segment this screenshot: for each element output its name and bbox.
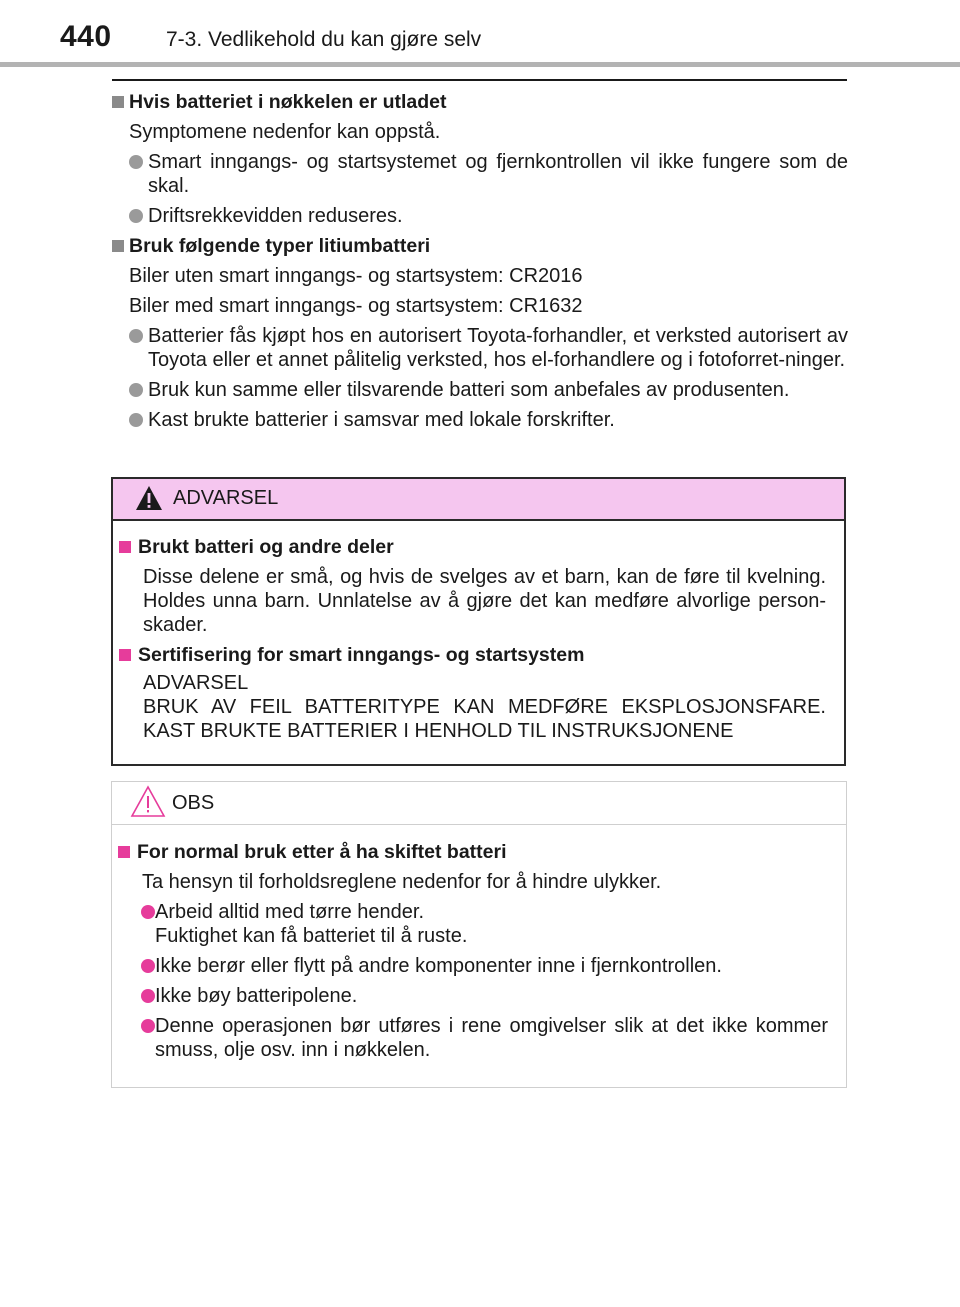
page-number: 440 (60, 20, 112, 53)
notice-heading: For normal bruk etter å ha skiftet batteri (118, 840, 828, 864)
warning-heading: Sertifisering for smart inngangs- og startsystem (119, 643, 826, 667)
main-content (112, 90, 848, 432)
square-bullet-icon (119, 541, 131, 553)
round-bullet-icon (141, 989, 155, 1003)
warning-body (113, 535, 844, 743)
square-bullet-icon (118, 846, 130, 858)
paragraph: Symptomene nedenfor kan oppstå. (129, 121, 441, 143)
certification-line: BRUK AV FEIL BATTERITYPE KAN MEDFØRE EKSPLOSJONSFARE. (143, 696, 826, 718)
section-divider (112, 79, 847, 81)
list-item: Arbeid alltid med tørre hender. Fuktighet kan få batteriet til å ruste. (118, 900, 828, 948)
round-bullet-icon (129, 413, 143, 427)
list-item: Kast brukte batterier i samsvar med lokale forskrifter. (112, 408, 848, 432)
certification-text (119, 671, 826, 743)
round-bullet-icon (129, 329, 143, 343)
notice-title: OBS (172, 792, 215, 814)
warning-triangle-icon (135, 485, 163, 511)
round-bullet-icon (141, 1019, 155, 1033)
square-bullet-icon (119, 649, 131, 661)
list-item: Driftsrekkevidden reduseres. (112, 204, 848, 228)
round-bullet-icon (129, 209, 143, 223)
paragraph: Ta hensyn til forholdsreglene nedenfor for å hindre ulykker. (142, 871, 662, 893)
list-item: Batterier fås kjøpt hos en autorisert Toyota-forhandler, et verksted autorisert av Toyota eller et annet pålitelig verksted, hos el-forhandlere og i fotoforret-ninger. (112, 324, 848, 372)
round-bullet-icon (129, 383, 143, 397)
round-bullet-icon (141, 905, 155, 919)
header-rule (0, 62, 960, 67)
notice-header (112, 782, 846, 825)
page-header (0, 0, 960, 70)
square-bullet-icon (112, 240, 124, 252)
warning-box (111, 477, 846, 766)
list-item: Denne operasjonen bør utføres i rene omgivelser slik at det ikke kommer smuss, olje osv. inn i nøkkelen. (118, 1014, 828, 1062)
square-bullet-icon (112, 96, 124, 108)
list-item: Smart inngangs- og startsystemet og fjernkontrollen vil ikke fungere som de skal. (112, 150, 848, 198)
section-discharged-battery (112, 90, 848, 228)
paragraph: Biler med smart inngangs- og startsystem: CR1632 (129, 295, 583, 317)
chapter-title: 7-3. Vedlikehold du kan gjøre selv (166, 28, 482, 51)
section-heading: Bruk følgende typer litiumbatteri (112, 234, 848, 258)
notice-body (112, 840, 846, 1062)
warning-title: ADVARSEL (173, 487, 279, 509)
paragraph: Biler uten smart inngangs- og startsystem: CR2016 (129, 265, 583, 287)
list-item: Bruk kun samme eller tilsvarende batteri som anbefales av produsenten. (112, 378, 848, 402)
certification-line: ADVARSEL (143, 672, 249, 694)
notice-box (111, 781, 847, 1088)
paragraph: Disse delene er små, og hvis de svelges av et barn, kan de føre til kvelning. Holdes unna barn. Unnlatelse av å gjøre det kan medføre alvorlige person-skader. (143, 566, 826, 636)
warning-header (113, 479, 844, 521)
list-item: Ikke bøy batteripolene. (118, 984, 828, 1008)
caution-outline-triangle-icon (130, 785, 166, 818)
certification-line: KAST BRUKTE BATTERIER I HENHOLD TIL INSTRUKSJONENE (143, 720, 734, 742)
list-item: Ikke berør eller flytt på andre komponenter inne i fjernkontrollen. (118, 954, 828, 978)
warning-heading: Brukt batteri og andre deler (119, 535, 826, 559)
section-heading: Hvis batteriet i nøkkelen er utladet (112, 90, 848, 114)
section-battery-types (112, 234, 848, 432)
round-bullet-icon (129, 155, 143, 169)
round-bullet-icon (141, 959, 155, 973)
